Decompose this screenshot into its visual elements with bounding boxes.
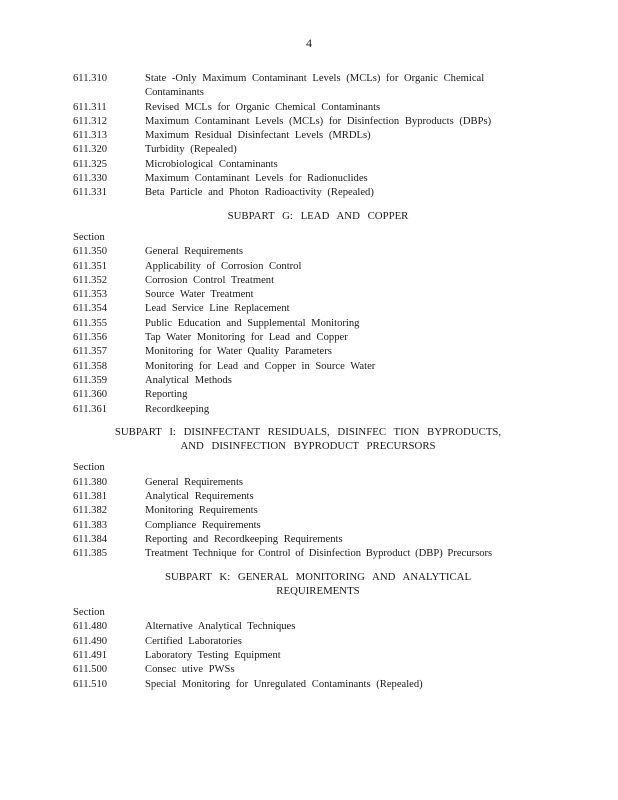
- table-of-contents: [73, 72, 543, 692]
- section-number: 611.354: [73, 303, 108, 315]
- section-title: Monitoring Requirements: [145, 505, 258, 517]
- section-title: Beta Particle and Photon Radioactivity (Repealed): [145, 187, 374, 199]
- section-title: Monitoring for Lead and Copper in Source Water: [145, 360, 376, 372]
- toc-row: [73, 274, 543, 288]
- section-number: 611.385: [73, 548, 108, 560]
- section-number: 611.360: [73, 389, 108, 401]
- section-number: 611.350: [73, 246, 108, 258]
- section-number: 611.383: [73, 519, 108, 531]
- subpart-k-list: [73, 620, 543, 691]
- toc-row: [73, 649, 543, 663]
- section-title: General Requirements: [145, 476, 244, 488]
- toc-row: [73, 288, 543, 302]
- section-column-label: Section: [73, 231, 105, 243]
- toc-row: [73, 533, 543, 547]
- section-number: 611.359: [73, 374, 108, 386]
- section-number: 611.480: [73, 621, 108, 633]
- section-title: Tap Water Monitoring for Lead and Copper: [145, 332, 348, 344]
- subpart-k-heading: [73, 570, 543, 599]
- section-number: 611.353: [73, 289, 108, 301]
- toc-row: [73, 172, 543, 186]
- toc-row: [73, 360, 543, 374]
- section-title: Reporting: [145, 389, 188, 401]
- toc-row: [73, 115, 543, 129]
- toc-row: [73, 476, 543, 490]
- toc-row: [73, 245, 543, 259]
- subpart-k-heading-line-2: REQUIREMENTS: [276, 584, 360, 597]
- section-number: 611.331: [73, 187, 108, 199]
- section-number: 611.380: [73, 476, 108, 488]
- section-number: 611.330: [73, 173, 108, 185]
- section-number: 611.355: [73, 317, 108, 329]
- section-column-label: Section: [73, 607, 105, 619]
- subpart-i-heading-line-1: SUBPART I: DISINFECTANT RESIDUALS, DISINFEC TION BYPRODUCTS,: [114, 425, 502, 438]
- toc-row: [73, 72, 543, 101]
- section-title: Applicability of Corrosion Control: [145, 260, 302, 272]
- toc-row: [73, 129, 543, 143]
- section-number: 611.320: [73, 144, 108, 156]
- section-number: 611.325: [73, 158, 108, 170]
- section-title: Treatment Technique for Control of Disinfection Byproduct (DBP) Precursors: [145, 548, 493, 560]
- section-title: Revised MCLs for Organic Chemical Contaminants: [145, 101, 381, 113]
- section-number: 611.310: [73, 73, 108, 84]
- toc-row: [73, 388, 543, 402]
- section-number: 611.351: [73, 260, 108, 272]
- section-title: Alternative Analytical Techniques: [145, 621, 296, 633]
- section-title: Public Education and Supplemental Monitoring: [145, 317, 360, 329]
- section-title: Maximum Residual Disinfectant Levels (MRDLs): [145, 130, 371, 142]
- section-title: Maximum Contaminant Levels (MCLs) for Disinfection Byproducts (DBPs): [145, 115, 492, 127]
- section-number: 611.381: [73, 491, 108, 503]
- section-title: Consec utive PWSs: [145, 664, 235, 676]
- section-title: Certified Laboratories: [145, 635, 242, 647]
- section-number: 611.352: [73, 274, 108, 286]
- section-number: 611.358: [73, 360, 108, 372]
- subpart-g-list: [73, 245, 543, 417]
- toc-row: [73, 504, 543, 518]
- section-title: Recordkeeping: [145, 403, 210, 415]
- section-title: Lead Service Line Replacement: [145, 303, 290, 315]
- section-number: 611.311: [73, 101, 107, 113]
- section-title: Corrosion Control Treatment: [145, 274, 275, 286]
- section-title: Compliance Requirements: [145, 519, 261, 531]
- toc-row: [73, 519, 543, 533]
- section-column-label: Section: [73, 462, 105, 474]
- toc-row: [73, 345, 543, 359]
- section-number: 611.356: [73, 332, 108, 344]
- section-title: Analytical Methods: [145, 374, 232, 386]
- section-title: Turbidity (Repealed): [145, 144, 237, 156]
- toc-row: [73, 260, 543, 274]
- toc-group-1: [73, 72, 543, 201]
- section-number: 611.384: [73, 533, 108, 545]
- section-title: Special Monitoring for Unregulated Contaminants (Repealed): [145, 678, 423, 690]
- page-number: 4: [306, 36, 312, 50]
- section-number: 611.500: [73, 664, 108, 676]
- subpart-i-heading: [73, 425, 543, 454]
- section-title: General Requirements: [145, 246, 244, 258]
- section-title: Reporting and Recordkeeping Requirements: [145, 533, 343, 545]
- toc-row: [73, 490, 543, 504]
- toc-row: [73, 663, 543, 677]
- section-number: 611.382: [73, 505, 108, 517]
- subpart-i-list: [73, 476, 543, 562]
- section-title: State -Only Maximum Contaminant Levels (MCLs) for Organic Chemical Contaminants: [145, 73, 485, 99]
- section-title: Analytical Requirements: [145, 491, 254, 503]
- toc-row: [73, 158, 543, 172]
- subpart-k-heading-line-1: SUBPART K: GENERAL MONITORING AND ANALYTICAL: [164, 570, 472, 583]
- toc-row: [73, 620, 543, 634]
- section-number: 611.490: [73, 635, 108, 647]
- section-number: 611.510: [73, 678, 108, 690]
- subpart-g-heading: SUBPART G: LEAD AND COPPER: [227, 209, 409, 222]
- section-number: 611.357: [73, 346, 108, 358]
- section-number: 611.312: [73, 115, 108, 127]
- toc-row: [73, 547, 543, 561]
- toc-row: [73, 403, 543, 417]
- section-number: 611.361: [73, 403, 108, 415]
- section-title: Monitoring for Water Quality Parameters: [145, 346, 332, 358]
- toc-row: [73, 374, 543, 388]
- toc-row: [73, 635, 543, 649]
- toc-row: [73, 302, 543, 316]
- section-number: 611.313: [73, 130, 108, 142]
- section-title-continuation: Contaminants: [145, 87, 204, 99]
- section-title: Microbiological Contaminants: [145, 158, 278, 170]
- toc-row: [73, 331, 543, 345]
- section-title: Laboratory Testing Equipment: [145, 649, 281, 661]
- toc-row: [73, 317, 543, 331]
- subpart-i-heading-line-2: AND DISINFECTION BYPRODUCT PRECURSORS: [180, 440, 436, 453]
- section-title: Source Water Treatment: [145, 289, 254, 301]
- toc-row: [73, 186, 543, 200]
- section-number: 611.491: [73, 649, 108, 661]
- toc-row: [73, 143, 543, 157]
- toc-row: [73, 101, 543, 115]
- section-title: Maximum Contaminant Levels for Radionuclides: [145, 173, 368, 185]
- toc-row: [73, 678, 543, 692]
